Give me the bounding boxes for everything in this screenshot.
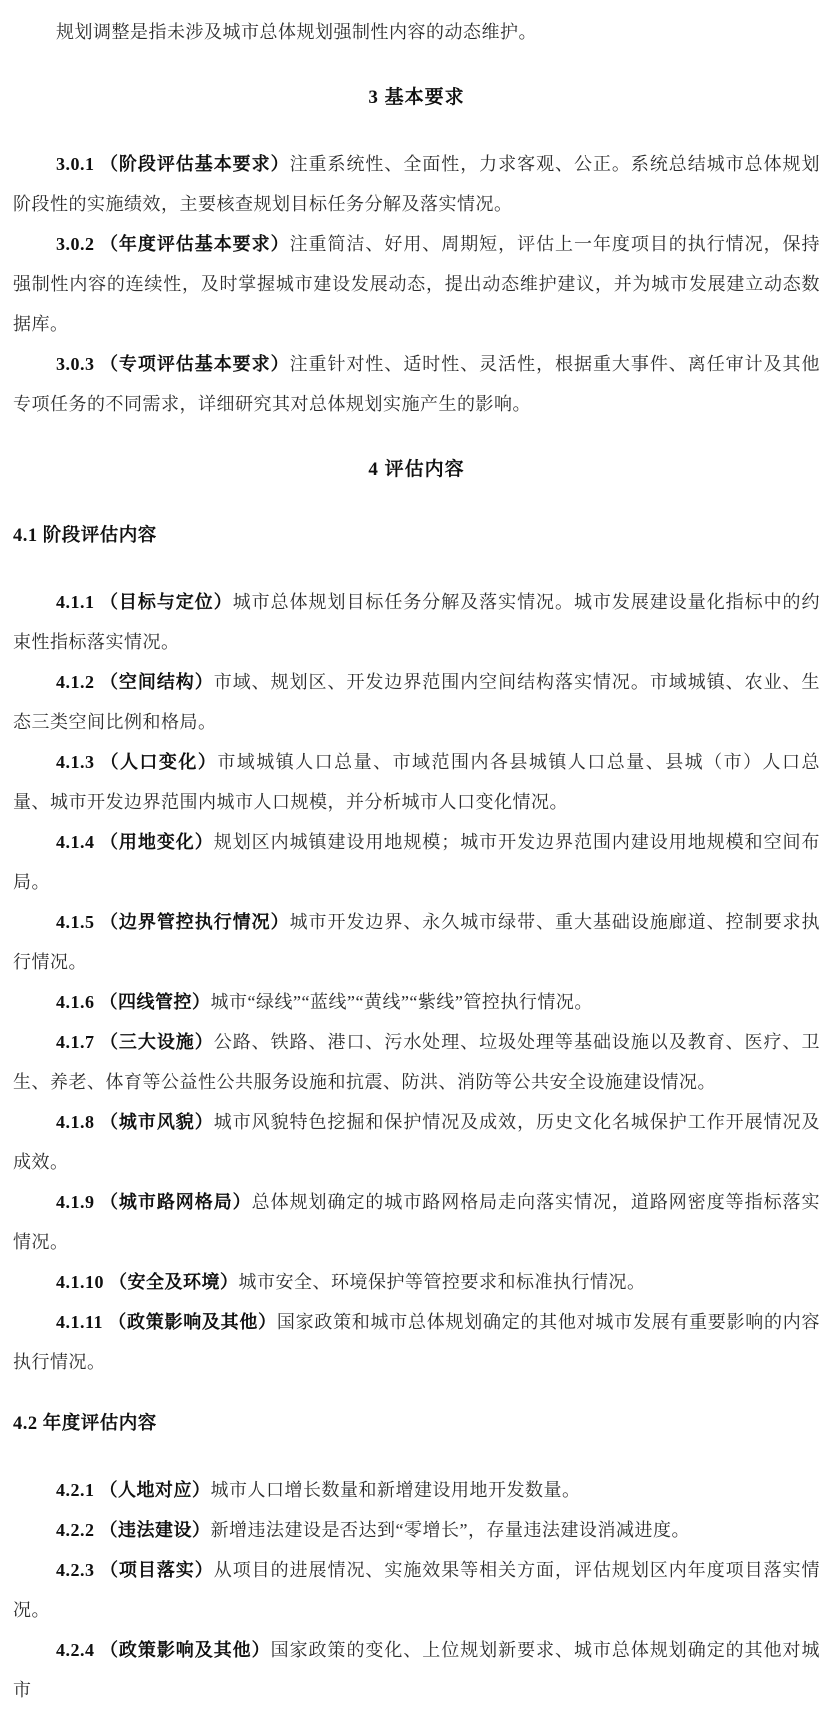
paragraph [13, 1630, 820, 1710]
paragraph-lead: 4.1.2 （空间结构） [56, 672, 214, 692]
paragraph [13, 1302, 820, 1382]
paragraph-text: 注重针对性、适时性、灵活性，根据重大事件、离任审计及其他专项任务的不同需求，详细研究其对总体规划实施产生的影响。 [13, 354, 821, 414]
paragraph-lead: 3.0.3 （专项评估基本要求） [56, 354, 290, 374]
paragraph-lead: 4.1.4 （用地变化） [56, 832, 214, 852]
paragraph-lead: 4.1.7 （三大设施） [56, 1032, 214, 1052]
paragraph-lead: 4.1.9 （城市路网格局） [56, 1192, 252, 1212]
paragraph-lead: 4.2.1 （人地对应） [56, 1480, 211, 1500]
paragraph [13, 1102, 820, 1182]
paragraph-lead: 4.1.3 （人口变化） [56, 752, 218, 772]
paragraph-text: 城市“绿线”“蓝线”“黄线”“紫线”管控执行情况。 [210, 992, 593, 1012]
paragraph-text: 规划区内城镇建设用地规模；城市开发边界范围内建设用地规模和空间布局。 [13, 832, 821, 892]
paragraph [13, 1182, 820, 1262]
paragraph [13, 982, 820, 1022]
section-heading: 4 评估内容 [368, 459, 465, 480]
paragraph-text: 规划调整是指未涉及城市总体规划强制性内容的动态维护。 [56, 22, 537, 42]
paragraph-lead: 3.0.2 （年度评估基本要求） [56, 234, 290, 254]
paragraph [13, 582, 820, 662]
paragraph-lead: 4.2.3 （项目落实） [56, 1560, 214, 1580]
paragraph-text: 城市安全、环境保护等管控要求和标准执行情况。 [238, 1272, 646, 1292]
paragraph [13, 1262, 820, 1302]
paragraph-lead: 4.1.6 （四线管控） [56, 992, 211, 1012]
paragraph-text: 注重简洁、好用、周期短，评估上一年度项目的执行情况，保持强制性内容的连续性，及时掌握城市建设发展动态，提出动态维护建议，并为城市发展建立动态数据库。 [13, 234, 821, 334]
paragraph [13, 144, 820, 224]
paragraph-text: 国家政策的变化、上位规划新要求、城市总体规划确定的其他对城市 [13, 1640, 821, 1700]
paragraph-text: 总体规划确定的城市路网格局走向落实情况，道路网密度等指标落实情况。 [13, 1192, 821, 1252]
paragraph-lead: 3.0.1 （阶段评估基本要求） [56, 154, 290, 174]
paragraph-text: 市域城镇人口总量、市域范围内各县城镇人口总量、县城（市）人口总量、城市开发边界范围内城市人口规模，并分析城市人口变化情况。 [13, 752, 820, 812]
paragraph-lead: 4.1.1 （目标与定位） [56, 592, 233, 612]
paragraph [13, 742, 820, 822]
paragraph-text: 国家政策和城市总体规划确定的其他对城市发展有重要影响的内容执行情况。 [13, 1312, 820, 1372]
paragraph [13, 1470, 820, 1510]
document-body [13, 12, 820, 1710]
paragraph [13, 344, 820, 424]
paragraph [13, 1510, 820, 1550]
paragraph-text: 从项目的进展情况、实施效果等相关方面，评估规划区内年度项目落实情况。 [13, 1560, 821, 1620]
paragraph-lead: 4.1.5 （边界管控执行情况） [56, 912, 290, 932]
paragraph-text: 注重系统性、全面性，力求客观、公正。系统总结城市总体规划阶段性的实施绩效，主要核查规划目标任务分解及落实情况。 [13, 154, 821, 214]
paragraph-text: 城市总体规划目标任务分解及落实情况。城市发展建设量化指标中的约束性指标落实情况。 [13, 592, 820, 652]
paragraph-text: 市域、规划区、开发边界范围内空间结构落实情况。市域城镇、农业、生态三类空间比例和格局。 [13, 672, 821, 732]
paragraph-text: 新增违法建设是否达到“零增长”，存量违法建设消减进度。 [210, 1520, 690, 1540]
paragraph-text: 城市开发边界、永久城市绿带、重大基础设施廊道、控制要求执行情况。 [13, 912, 821, 972]
paragraph [13, 12, 820, 52]
subsection-heading: 4.1 阶段评估内容 [13, 526, 157, 546]
paragraph-text: 城市风貌特色挖掘和保护情况及成效，历史文化名城保护工作开展情况及成效。 [13, 1112, 821, 1172]
paragraph [13, 822, 820, 902]
paragraph [13, 1022, 820, 1102]
paragraph-lead: 4.1.10 （安全及环境） [56, 1272, 239, 1292]
paragraph-text: 城市人口增长数量和新增建设用地开发数量。 [210, 1480, 581, 1500]
paragraph-lead: 4.2.2 （违法建设） [56, 1520, 211, 1540]
paragraph [13, 224, 820, 344]
paragraph [13, 902, 820, 982]
subsection-heading: 4.2 年度评估内容 [13, 1414, 157, 1434]
paragraph [13, 662, 820, 742]
paragraph-lead: 4.1.8 （城市风貌） [56, 1112, 214, 1132]
section-heading: 3 基本要求 [368, 87, 465, 108]
paragraph-lead: 4.2.4 （政策影响及其他） [56, 1640, 271, 1660]
paragraph [13, 1550, 820, 1630]
paragraph-text: 公路、铁路、港口、污水处理、垃圾处理等基础设施以及教育、医疗、卫生、养老、体育等公益性公共服务设施和抗震、防洪、消防等公共安全设施建设情况。 [13, 1032, 821, 1092]
paragraph-lead: 4.1.11 （政策影响及其他） [56, 1312, 277, 1332]
